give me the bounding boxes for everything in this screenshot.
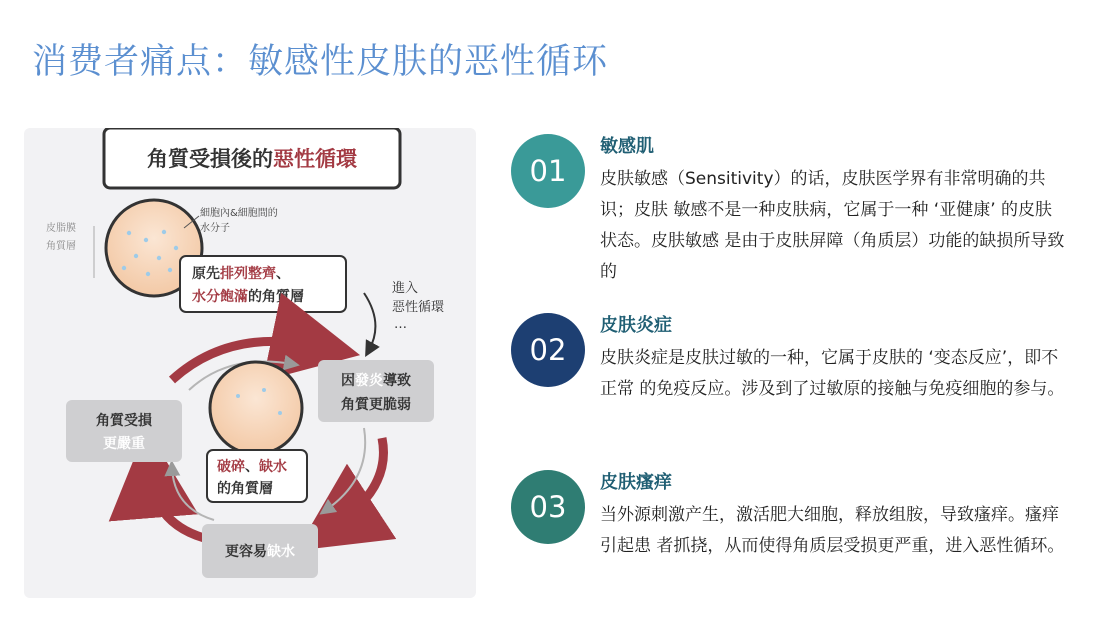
enter-cycle-ellipsis: … xyxy=(394,317,407,332)
damage-worse-line1: 角質受損 xyxy=(96,413,152,429)
figure-heading: 角質受損後的惡性循環 xyxy=(147,147,357,171)
number-badge-02: 02 xyxy=(511,313,585,387)
number-badge-01: 01 xyxy=(511,134,585,208)
water-molecule-label-2: 水分子 xyxy=(200,223,230,234)
point-body-03: 当外源刺激产生，激活肥大细胞，释放组胺，导致瘙痒。瘙痒引起患 者抓挠，从而使得角质层受损更严重，进入恶性循环。 xyxy=(600,505,1065,556)
damaged-skin-circle xyxy=(210,362,302,454)
number-badge-03: 03 xyxy=(511,470,585,544)
side-label-stratum: 角質層 xyxy=(46,241,76,252)
original-stratum-line1: 原先排列整齊、 xyxy=(192,266,290,282)
point-heading-01: 敏感肌 xyxy=(600,136,654,157)
point-body-02: 皮肤炎症是皮肤过敏的一种，它属于皮肤的 ‘变态反应’，即不正常 的免疫反应。涉及到了过敏原的接触与免疫细胞的参与。 xyxy=(600,348,1065,399)
water-molecule-label: 細胞內&細胞間的 xyxy=(200,208,278,219)
damage-worse-box xyxy=(66,400,182,462)
dehydration-label: 更容易缺水 xyxy=(225,544,295,560)
point-body-01: 皮肤敏感（Sensitivity）的话，皮肤医学界有非常明确的共识；皮肤 敏感不是一种皮肤病，它属于一种 ‘亚健康’ 的皮肤状态。皮肤敏感 是由于皮肤屏障（角质层）功能的缺损所导致的 xyxy=(600,169,1065,282)
point-heading-02: 皮肤炎症 xyxy=(600,315,672,336)
damaged-stratum-line1: 破碎、缺水 xyxy=(217,459,287,475)
point-heading-03: 皮肤瘙痒 xyxy=(600,472,672,493)
vicious-cycle-figure xyxy=(24,128,476,598)
damaged-stratum-line2: 的角質層 xyxy=(217,481,273,497)
cycle-arrow-left xyxy=(150,473,204,538)
enter-cycle-text-2: 惡性循環 xyxy=(392,300,445,315)
inflammation-line1: 因發炎導致 xyxy=(341,373,411,389)
inflammation-line2: 角質更脆弱 xyxy=(341,397,411,413)
cycle-arrow-right xyxy=(334,438,383,526)
side-label-sebum: 皮脂膜 xyxy=(46,223,76,234)
enter-cycle-text: 進入 xyxy=(392,281,419,296)
page-title: 消费者痛点：敏感性皮肤的恶性循环 xyxy=(32,42,609,82)
original-stratum-line2: 水分飽滿的角質層 xyxy=(192,289,304,305)
damage-worse-line2: 更嚴重 xyxy=(103,436,145,452)
cycle-diagram xyxy=(24,128,476,598)
